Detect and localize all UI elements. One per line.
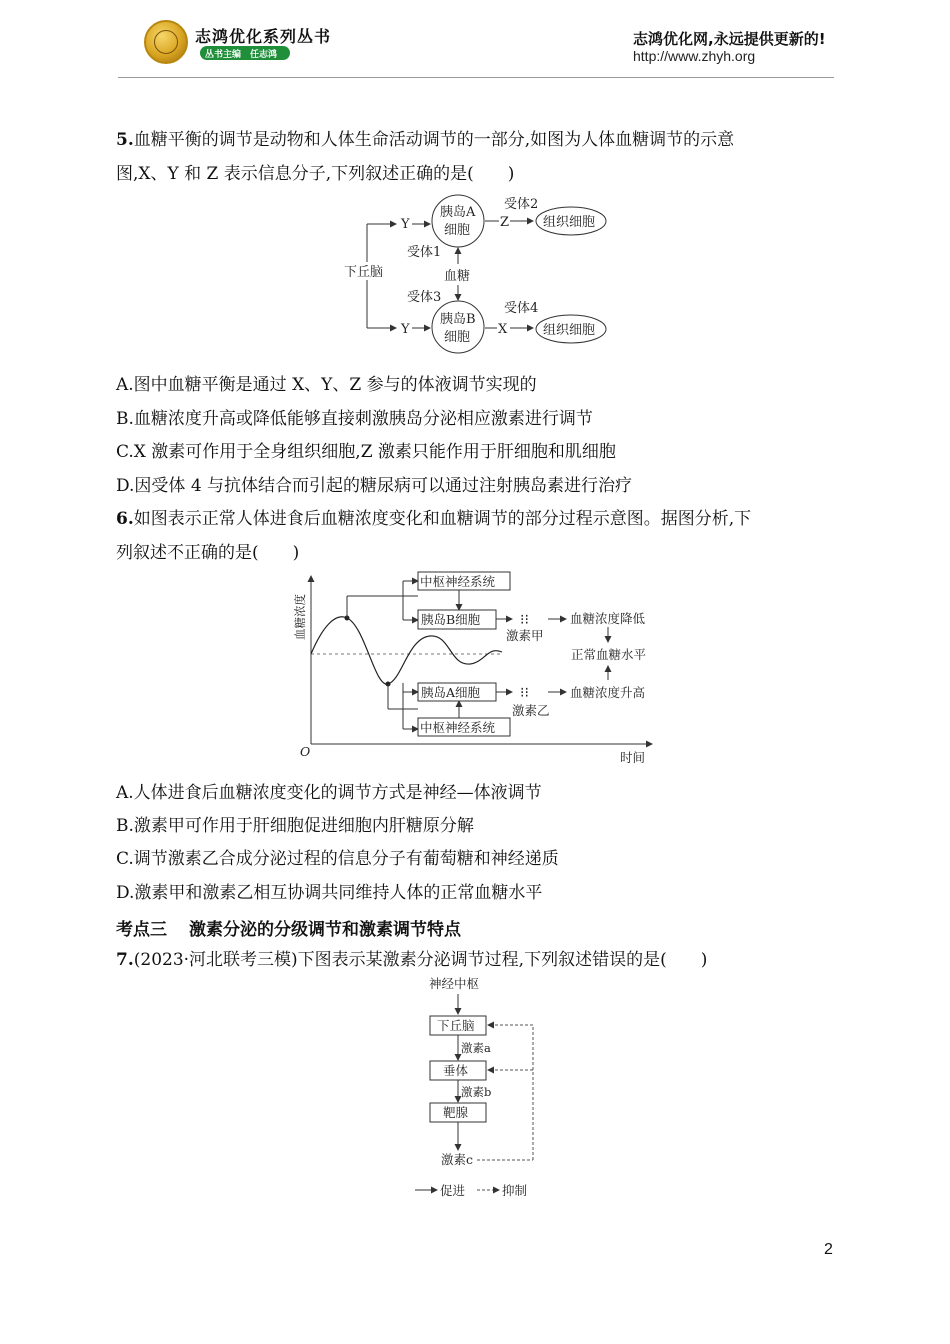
q5-islet-b-line1: 胰岛B xyxy=(440,312,476,327)
q7-target-gland: 靶腺 xyxy=(443,1105,469,1120)
q6-increase: 血糖浓度升高 xyxy=(570,685,646,700)
header-url[interactable]: http://www.zhyh.org xyxy=(633,48,756,64)
q6-stem-line2: 列叙述不正确的是( ) xyxy=(116,543,300,563)
series-logo xyxy=(144,20,188,64)
q7-hormone-b: 激素b xyxy=(461,1085,492,1099)
q6-y-axis-label: 血糖浓度 xyxy=(293,594,307,640)
q6-cns-bottom: 中枢神经系统 xyxy=(420,720,496,735)
q6-normal: 正常血糖水平 xyxy=(571,647,647,662)
q5-islet-b-line2: 细胞 xyxy=(444,330,471,345)
q5-hypothalamus: 下丘脑 xyxy=(344,265,384,280)
q5-z: Z xyxy=(500,215,510,230)
q7-pituitary: 垂体 xyxy=(443,1063,469,1078)
q6-decrease: 血糖浓度降低 xyxy=(570,611,646,626)
q5-tissue-cell-bottom: 组织细胞 xyxy=(543,323,596,338)
q7-hormone-a: 激素a xyxy=(461,1041,491,1055)
q5-option-d[interactable]: D.因受体 4 与抗体结合而引起的糖尿病可以通过注射胰岛素进行治疗 xyxy=(116,476,633,496)
q7-hypothalamus: 下丘脑 xyxy=(437,1018,475,1033)
q6-figure xyxy=(290,568,660,768)
editor-name: 任志鸿 xyxy=(250,50,278,60)
q5-option-b[interactable]: B.血糖浓度升高或降低能够直接刺激胰岛分泌相应激素进行调节 xyxy=(116,409,593,429)
q7-number: 7. xyxy=(116,950,134,970)
q6-option-b[interactable]: B.激素甲可作用于肝细胞促进细胞内肝糖原分解 xyxy=(116,816,474,836)
q6-cns-top: 中枢神经系统 xyxy=(420,574,496,589)
q6-stem-line1: 6.如图表示正常人体进食后血糖浓度变化和血糖调节的部分过程示意图。据图分析,下 xyxy=(116,509,752,529)
q5-option-c[interactable]: C.X 激素可作用于全身组织细胞,Z 激素只能作用于肝细胞和肌细胞 xyxy=(116,442,616,462)
q5-islet-a-line2: 细胞 xyxy=(444,223,471,238)
q7-nerve-center: 神经中枢 xyxy=(429,976,480,991)
q5-blood-sugar: 血糖 xyxy=(444,269,471,284)
q7-legend-promote: 促进 xyxy=(440,1183,466,1198)
q6-hormone-a: 激素甲 xyxy=(506,628,544,643)
q6-hormone-a-dots: ⁝⁝ xyxy=(520,612,529,628)
q6-islet-a: 胰岛A细胞 xyxy=(421,685,481,700)
q6-x-axis-label: 时间 xyxy=(620,750,646,765)
q5-receptor4: 受体4 xyxy=(504,301,539,316)
q6-hormone-b: 激素乙 xyxy=(512,703,550,718)
q5-receptor1: 受体1 xyxy=(407,245,442,260)
series-title: 志鸿优化系列丛书 xyxy=(195,27,332,46)
q6-number: 6. xyxy=(116,509,134,529)
q6-option-c[interactable]: C.调节激素乙合成分泌过程的信息分子有葡萄糖和神经递质 xyxy=(116,849,559,869)
q5-stem-line1: 5.血糖平衡的调节是动物和人体生命活动调节的一部分,如图为人体血糖调节的示意 xyxy=(116,130,735,150)
header-divider xyxy=(118,77,834,78)
q7-legend-inhibit: 抑制 xyxy=(502,1183,528,1198)
section-label: 考点三 xyxy=(116,920,167,940)
q5-stem-line2: 图,X、Y 和 Z 表示信息分子,下列叙述正确的是( ) xyxy=(116,164,515,184)
editor-label: 丛书主编 xyxy=(205,50,242,60)
q6-option-a[interactable]: A.人体进食后血糖浓度变化的调节方式是神经—体液调节 xyxy=(116,783,542,803)
q5-receptor2: 受体2 xyxy=(504,197,539,212)
section-heading xyxy=(116,915,461,940)
q5-y-top: Y xyxy=(401,217,410,232)
q5-tissue-cell-top: 组织细胞 xyxy=(543,215,596,230)
q6-hormone-b-dots: ⁝⁝ xyxy=(520,685,529,701)
q6-origin: O xyxy=(300,744,311,759)
q5-figure xyxy=(340,192,620,360)
page-number: 2 xyxy=(824,1241,833,1258)
q7-figure xyxy=(405,972,555,1204)
q5-receptor3: 受体3 xyxy=(407,290,442,305)
q5-option-a[interactable]: A.图中血糖平衡是通过 X、Y、Z 参与的体液调节实现的 xyxy=(116,375,537,395)
q6-islet-b: 胰岛B细胞 xyxy=(421,612,481,627)
q6-option-d[interactable]: D.激素甲和激素乙相互协调共同维持人体的正常血糖水平 xyxy=(116,883,543,903)
header-slogan: 志鸿优化网,永远提供更新的! xyxy=(633,30,826,48)
section-title: 激素分泌的分级调节和激素调节特点 xyxy=(189,920,461,940)
q5-y-bottom: Y xyxy=(401,322,410,337)
q7-stem: 7.(2023·河北联考三模)下图表示某激素分泌调节过程,下列叙述错误的是( ) xyxy=(116,950,708,970)
q7-hormone-c: 激素c xyxy=(441,1152,474,1167)
q5-islet-a-line1: 胰岛A xyxy=(440,205,476,220)
q5-number: 5. xyxy=(116,130,134,150)
q5-x: X xyxy=(498,322,508,337)
